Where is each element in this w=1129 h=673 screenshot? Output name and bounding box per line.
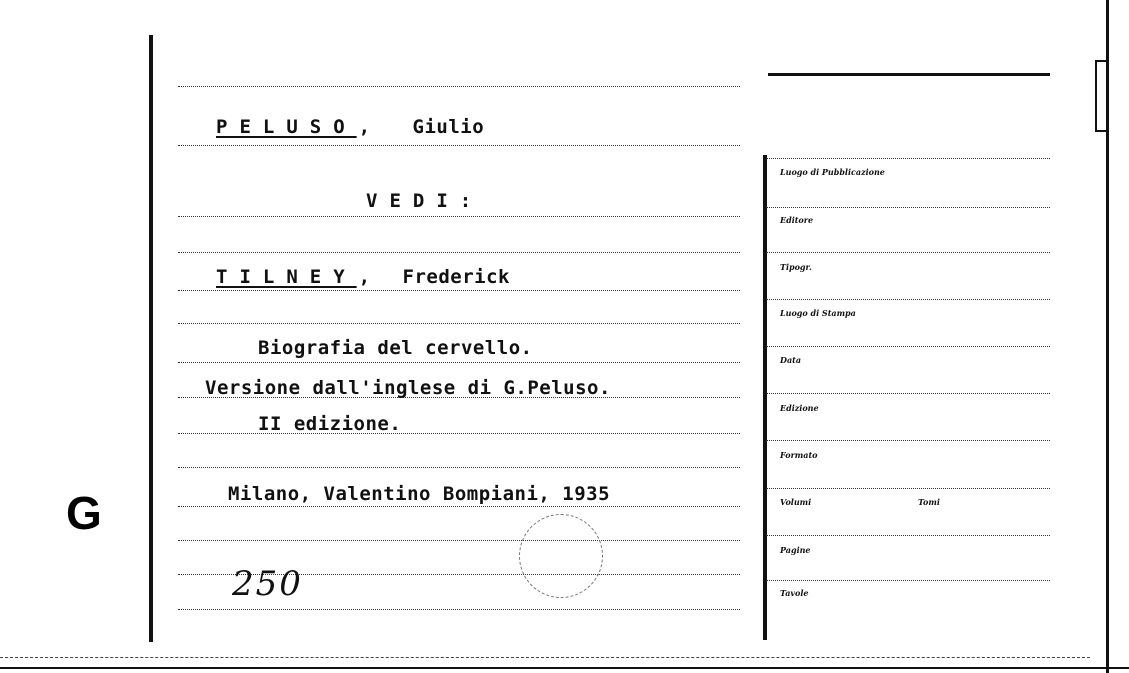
left-margin-rule xyxy=(149,35,153,642)
field-pagine: Pagine xyxy=(780,545,811,555)
see-author-separator: , xyxy=(358,266,371,288)
field-tomi: Tomi xyxy=(918,497,940,507)
top-right-rule xyxy=(768,73,1050,76)
field-volumi: Volumi xyxy=(780,497,812,507)
form-rule xyxy=(766,207,1050,208)
rule xyxy=(178,506,740,507)
edge-rule xyxy=(1106,0,1109,673)
see-author-given-name: Frederick xyxy=(402,266,510,288)
rule xyxy=(178,290,740,291)
form-rule xyxy=(766,158,1050,159)
see-author-surname: TILNEY xyxy=(216,266,357,288)
field-tavole: Tavole xyxy=(780,588,809,598)
bottom-dash xyxy=(0,657,1090,658)
form-rule xyxy=(766,252,1050,253)
rule xyxy=(178,540,740,541)
title-line: Biografia del cervello. xyxy=(258,337,533,359)
form-column-rule xyxy=(763,155,767,640)
author-given-name: Giulio xyxy=(412,116,485,138)
field-data: Data xyxy=(780,355,801,365)
see-author-heading xyxy=(216,266,510,288)
edge-bracket-2 xyxy=(1096,130,1108,132)
see-label: VEDI: xyxy=(366,190,484,212)
author-separator: , xyxy=(358,116,371,138)
form-rule xyxy=(766,299,1050,300)
author-heading xyxy=(216,116,484,138)
bottom-edge-rule xyxy=(0,667,1129,669)
form-rule xyxy=(766,346,1050,347)
translation-line: Versione dall'inglese di G.Peluso. xyxy=(205,377,611,399)
edition-line: II edizione. xyxy=(258,413,402,435)
rule xyxy=(178,362,740,363)
rule xyxy=(178,323,740,324)
field-luogo-pubblicazione: Luogo di Pubblicazione xyxy=(780,167,885,177)
form-rule xyxy=(766,393,1050,394)
rule xyxy=(178,609,740,610)
field-luogo-stampa: Luogo di Stampa xyxy=(780,308,856,318)
imprint-line: Milano, Valentino Bompiani, 1935 xyxy=(228,483,611,505)
field-tipogr: Tipogr. xyxy=(780,262,812,272)
edge-bracket xyxy=(1096,60,1108,62)
drawer-letter: G xyxy=(66,487,102,539)
author-surname: PELUSO xyxy=(216,116,357,138)
rule xyxy=(178,216,740,217)
handwritten-number: 250 xyxy=(232,564,303,604)
rule xyxy=(178,467,740,468)
edge-bracket-side xyxy=(1095,60,1097,132)
field-editore: Editore xyxy=(780,215,814,225)
stamp-circle xyxy=(519,514,603,598)
field-formato: Formato xyxy=(780,450,818,460)
field-edizione: Edizione xyxy=(780,403,819,413)
form-rule xyxy=(766,580,1050,581)
rule xyxy=(178,145,740,146)
form-rule xyxy=(766,440,1050,441)
rule xyxy=(178,86,740,87)
form-rule xyxy=(766,488,1050,489)
rule xyxy=(178,252,740,253)
form-rule xyxy=(766,535,1050,536)
